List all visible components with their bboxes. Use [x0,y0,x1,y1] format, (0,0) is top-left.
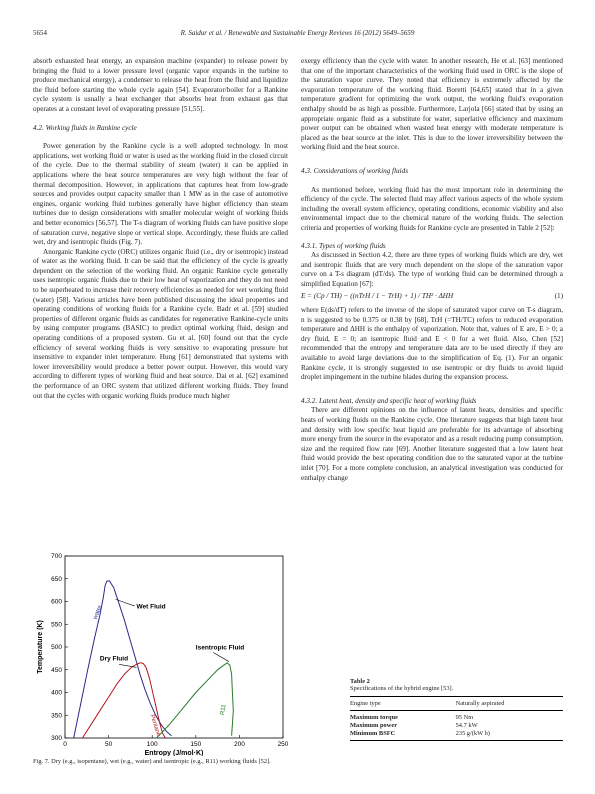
section-heading: 4.3. Considerations of working fluids [301,166,409,175]
subsection-heading: 4.3.1. Types of working fluids [301,241,386,250]
x-tick-label: 50 [104,741,113,748]
table-cell: Maximum power [350,722,398,729]
x-axis-label: Entropy (J/mol·K) [144,750,204,756]
equation [301,292,563,302]
table-cell: 95 Nm [455,714,474,721]
paragraph: There are different opinions on the influence of latent heats, densities and specific heats of working fluids on the Rankine cycle. One literature suggests that high latent heat and density with low specific heat liquid are preferable for its advantage of absorbing more energy from the source in the evaporator and as a result reducing pump consumption, size and the required flow rate [69]. Another literature suggested that a low latent heat fluid would provide the best operating condition due to the saturated vapor at the turbine inlet [70]. For a more complete conclusion, an analytical investigation was conducted for enthalpy change [301,406,563,482]
table-cell: Maximum torque [350,714,398,721]
right-column [301,57,563,483]
table-2 [350,678,563,741]
y-tick-label: 650 [51,575,62,583]
dry-fluid-label: Dry Fluid [99,655,129,663]
y-tick-label: 700 [51,553,62,560]
figure-caption: Fig. 7. Dry (e.g., isopentane), wet (e.g., water) and isentropic (e.g., R11) working fluids [52]. [33,758,271,765]
isentropic-fluid-label: Isentropic Fluid [195,644,245,652]
table-header: Naturally aspirated [456,697,563,711]
isentropic-fluid-arrow [213,652,229,661]
y-axis-label: Temperature (K) [37,620,44,674]
figure-7 [33,548,288,756]
water-label: water [92,604,104,621]
table-cell: 54.7 kW [455,722,478,729]
table-cell: Minimum BSFC [350,730,456,741]
series-line-r11 [157,663,234,738]
wet-fluid-label: Wet Fluid [136,603,166,611]
plot-frame [65,556,283,738]
left-column [33,57,288,401]
specs-table [350,696,563,741]
y-tick-label: 550 [51,621,62,629]
y-tick-label: 300 [51,735,62,742]
paragraph: Power generation by the Rankine cycle is a well adopted technology. In most applications, wet working fluid or water is used as the working fluid in the closed circuit of the cycle. Due to the thermal stability of steam (water) it can be applied in applications where the heat source temperatures are very high without the fear of thermal decomposition. However, in applications that captures heat from low-grade sources and provides output capacity smaller than 1 MW as in the case of automotive engines, organic working fluid turbines generally have higher efficiency than steam turbines due to design considerations with smaller molecular weight of working fluids and better economics [56,57]. The T-s diagram of working fluids can have positive slope of saturation curve, negative slope or vertical slope. Accordingly, these fluids are called wet, dry and isentropic fluids (Fig. 7). [33,142,288,247]
y-tick-label: 350 [51,712,62,720]
pentane-label: Pentane [148,714,162,738]
y-tick-label: 450 [51,666,62,674]
r11-label: R11 [219,704,228,716]
page-header [33,29,562,41]
table-subtitle: Specifications of the hybrid engine [53]. [350,685,454,692]
y-tick-label: 600 [51,598,62,606]
paragraph: As mentioned before, working fluid has the most important role in determining the efficiency of the cycle. The selected fluid may affect various aspects of the whole system including the overall system efficiency, operating conditions, economic viability and also environmental impact due to the chemical nature of the working fluids. The selection criteria and properties of working fluids for Rankine cycle are presented in Table 2 [52]: [301,185,563,232]
x-tick-label: 250 [277,741,288,748]
running-title: R. Saidur et al. / Renewable and Sustainable Energy Reviews 16 (2012) 5649–5659 [180,29,415,37]
page-number: 5654 [33,29,47,37]
paragraph: where E(ds/dT) refers to the inverse of the slope of saturated vapor curve on T-s diagram, n is suggested to be 0.375 or 0.38 by [68], TrH (=TH/TC) refers to reduced evaporation temperature and ΔHH is the enthalpy of vaporization. Note that, values of E are, E > 0; a dry fluid, E = 0; an isentropic fluid and E < 0 for a wet fluid. Also, Chen [52] recommended that the entropy and temperature data are to be used directly if they are available to avoid large deviations due to the simplification of Eq. (1). For an organic Rankine cycle, it is strongly suggested to use isentropic or dry fluids to avoid liquid droplet impingement in the turbine blades during the expansion process. [301,306,563,382]
equation-body: E = (Cp / TH) − ((nTrH / 1 − TrH) + 1) / TH² · ΔHH [301,292,454,301]
y-tick-label: 500 [51,644,62,651]
x-tick-label: 150 [190,741,202,748]
table-title: Table 2 [350,678,370,685]
table-cell: 235 g/(kW h) [456,730,563,741]
table-row [350,722,563,730]
paragraph: exergy efficiency than the cycle with water. In another research, He et al. [63] mentioned that one of the important characteristics of the working fluid used in ORC is the slope of the saturation vapor curve. They noted that efficiency is extremely affected by the evaporation temperature of the working fluid. Boretti [64,65] stated that in a given temperature gradient for optimizing the work output, the working fluid's evaporation enthalpy should be as high as possible. Furthermore, Larjola [66] stated that by using an appropriate organic fluid as a substitute for water, superlative efficiency and maximum power output can be obtained when wasted heat energy with moderate temperature is placed as the heat source at the inlet. This is due to the lower irreversibility between the working fluid and the heat source. [301,57,563,152]
paragraph: As discussed in Section 4.2, there are three types of working fluids which are dry, wet and isentropic fluids that are very much dependent on the slope of the saturation vapor curve on a T-s diagram (dT/ds). The type of working fluid can be determined through a simplified Equation [67]: [301,251,563,288]
paragraph: absorb exhausted heat energy, an expansion machine (expander) to release power by bringing the fluid to a lower pressure level (organic vapor expands in the turbine to produce mechanical energy), a condenser to release the heat from the fluid and liquidize the fluid before starting the whole cycle again [54]. Evaporator/boiler for a Rankine cycle system is usually a heat exchanger that absorbs heat from exhaust gas that operates at a constant level of evaporating pressure [51,55]. [33,57,288,113]
x-tick-label: 100 [146,741,158,748]
table-row [350,711,563,722]
paragraph: Anorganic Rankine cycle (ORC) utilizes organic fluid (i.e., dry or isentropic) instead of water as the working fluid. It can be said that the efficiency of the cycle is greatly dependent on the selection of the working fluid. An organic Rankine cycle generally uses isentropic organic fluids due to their low heat of vaporization and they do not need to be superheated to increase their recovery efficiencies as needed for wet working fluid (water) [58]. Various articles have been published discussing the ideal properties and operating conditions of working fluids for a Rankine cycle. Badr et al. [59] studied properties of different organic fluids as candidates for regenerative Rankine-cycle units by using computer programs (BASIC) to predict optimal working fluid, design and operating conditions of a proposed system. Gu et al. [60] found out that the cycle efficiency of several working fluids is very sensitive to evaporating pressure but insensitive to expander inlet temperature. Hung [61] demonstrated that systems with lower irreversibility would produce a better power output. However, this would vary according to different types of working fluid and heat source. Dai et al. [62] examined the performance of an ORC system that utilized different working fluids. They found out that the cycles with organic working fluids produce much higher [33,247,288,400]
table-header: Engine type [350,697,456,711]
x-tick-label: 200 [233,741,245,748]
section-heading: 4.2. Working fluids in Rankine cycle [33,123,137,132]
subsection-heading: 4.3.2. Latent heat, density and specific heat of working fluids [301,396,477,405]
y-tick-label: 400 [51,689,62,697]
equation-number: (1) [554,292,563,301]
x-tick-label: 0 [63,741,67,748]
ts-diagram-chart [33,548,288,756]
table-row [350,730,563,741]
